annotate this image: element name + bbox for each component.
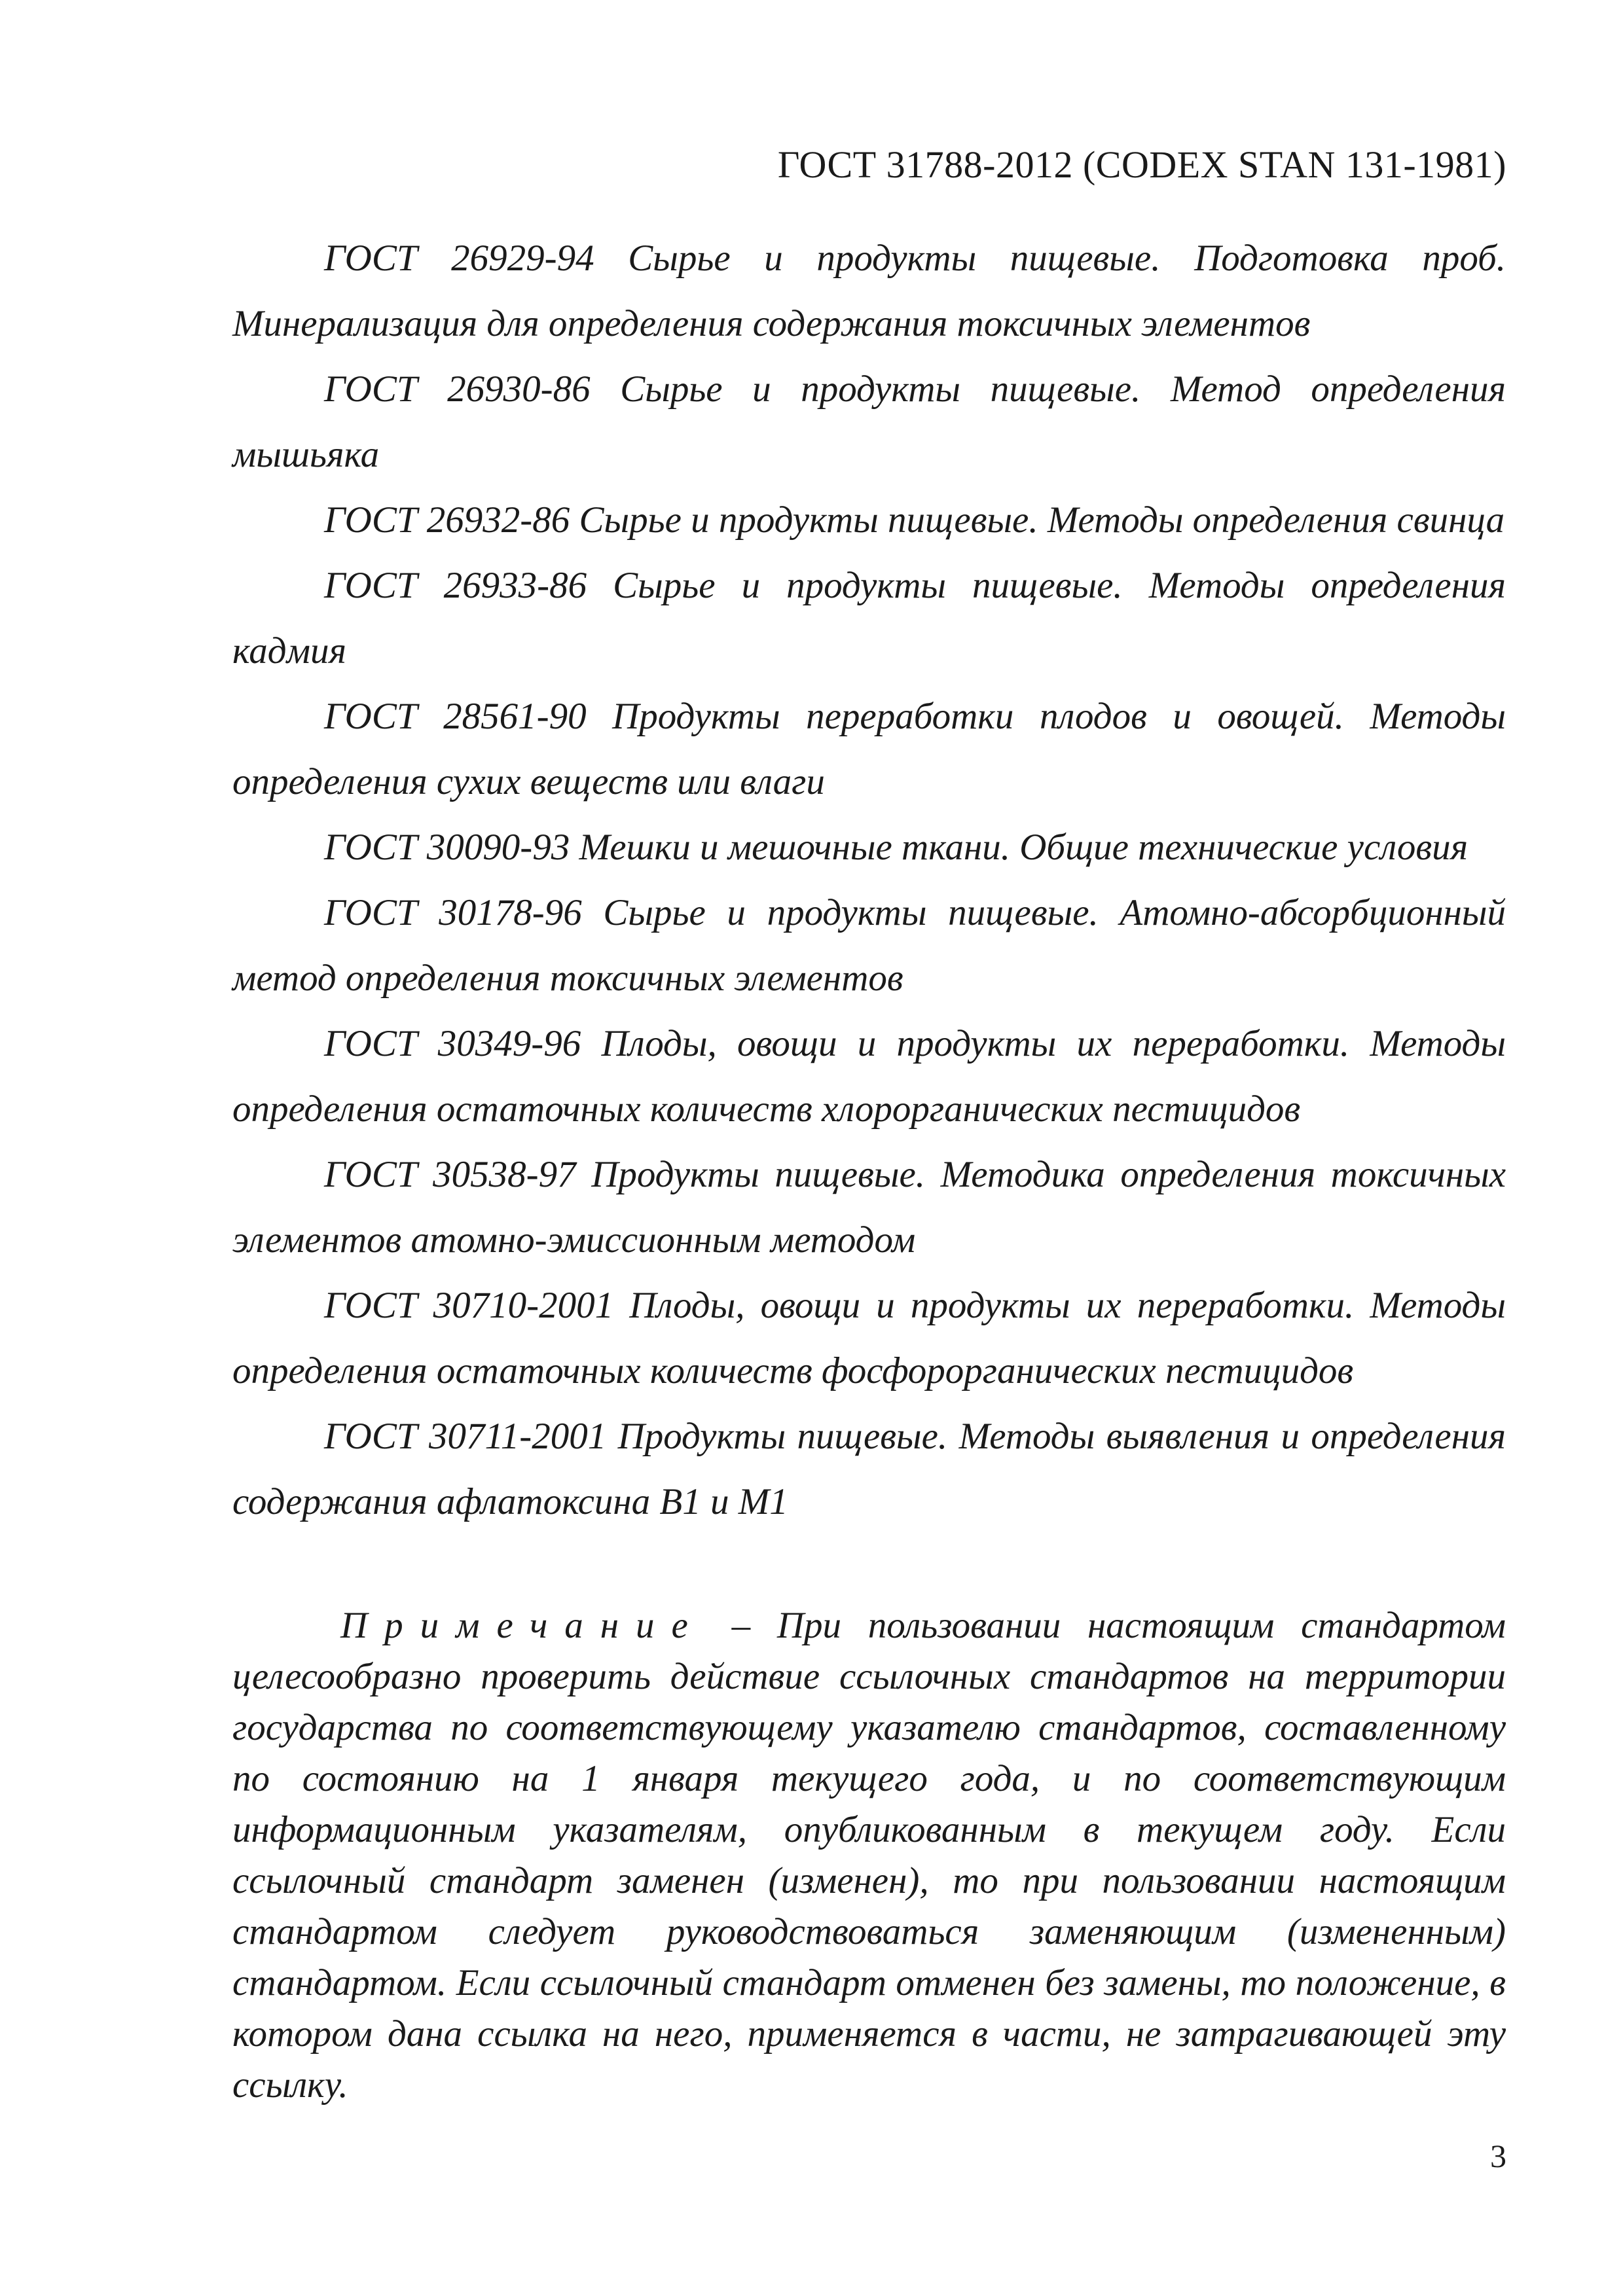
reference-item: ГОСТ 30178-96 Сырье и продукты пищевые. Атомно-абсорбционный метод определения токсичных элементов	[232, 892, 1506, 999]
note-label: Примечание	[340, 1605, 705, 1646]
reference-item: ГОСТ 28561-90 Продукты переработки плодов и овощей. Методы определения сухих веществ или влаги	[232, 696, 1506, 802]
reference-item: ГОСТ 26929-94 Сырье и продукты пищевые. Подготовка проб. Минерализация для определения содержания токсичных элементов	[232, 238, 1506, 344]
reference-item: ГОСТ 30711-2001 Продукты пищевые. Методы выявления и определения содержания афлатоксина В1 и М1	[232, 1416, 1506, 1522]
reference-item: ГОСТ 26933-86 Сырье и продукты пищевые. Методы определения кадмия	[232, 565, 1506, 672]
document-header: ГОСТ 31788-2012 (CODEX STAN 131-1981)	[777, 143, 1506, 186]
reference-item: ГОСТ 26932-86 Сырье и продукты пищевые. Методы определения свинца	[324, 499, 1505, 541]
normative-references-list	[232, 226, 1506, 1535]
reference-item: ГОСТ 30538-97 Продукты пищевые. Методика определения токсичных элементов атомно-эмиссионным методом	[232, 1154, 1506, 1261]
reference-item: ГОСТ 30710-2001 Плоды, овощи и продукты их переработки. Методы определения остаточных количеств фосфорорганических пестицидов	[232, 1285, 1506, 1391]
note-text: – При пользовании настоящим стандартом целесообразно проверить действие ссылочных стандартов на территории государства по соответствующему указателю стандартов, составленному по состоянию на 1 января текущего года, и по соответствующим информационным указателям, опубликованным в текущем году. Если ссылочный стандарт заменен (изменен), то при пользовании настоящим стандартом следует руководствоваться заменяющим (измененным) стандартом. Если ссылочный стандарт отменен без замены, то положение, в котором дана ссылка на него, применяется в части, не затрагивающей эту ссылку.	[232, 1605, 1506, 2106]
reference-item: ГОСТ 26930-86 Сырье и продукты пищевые. Метод определения мышьяка	[232, 368, 1506, 475]
note-paragraph	[232, 1600, 1506, 2111]
page-number: 3	[1490, 2138, 1506, 2174]
reference-item: ГОСТ 30090-93 Мешки и мешочные ткани. Общие технические условия	[324, 827, 1468, 868]
reference-item: ГОСТ 30349-96 Плоды, овощи и продукты их переработки. Методы определения остаточных количеств хлорорганических пестицидов	[232, 1023, 1506, 1130]
